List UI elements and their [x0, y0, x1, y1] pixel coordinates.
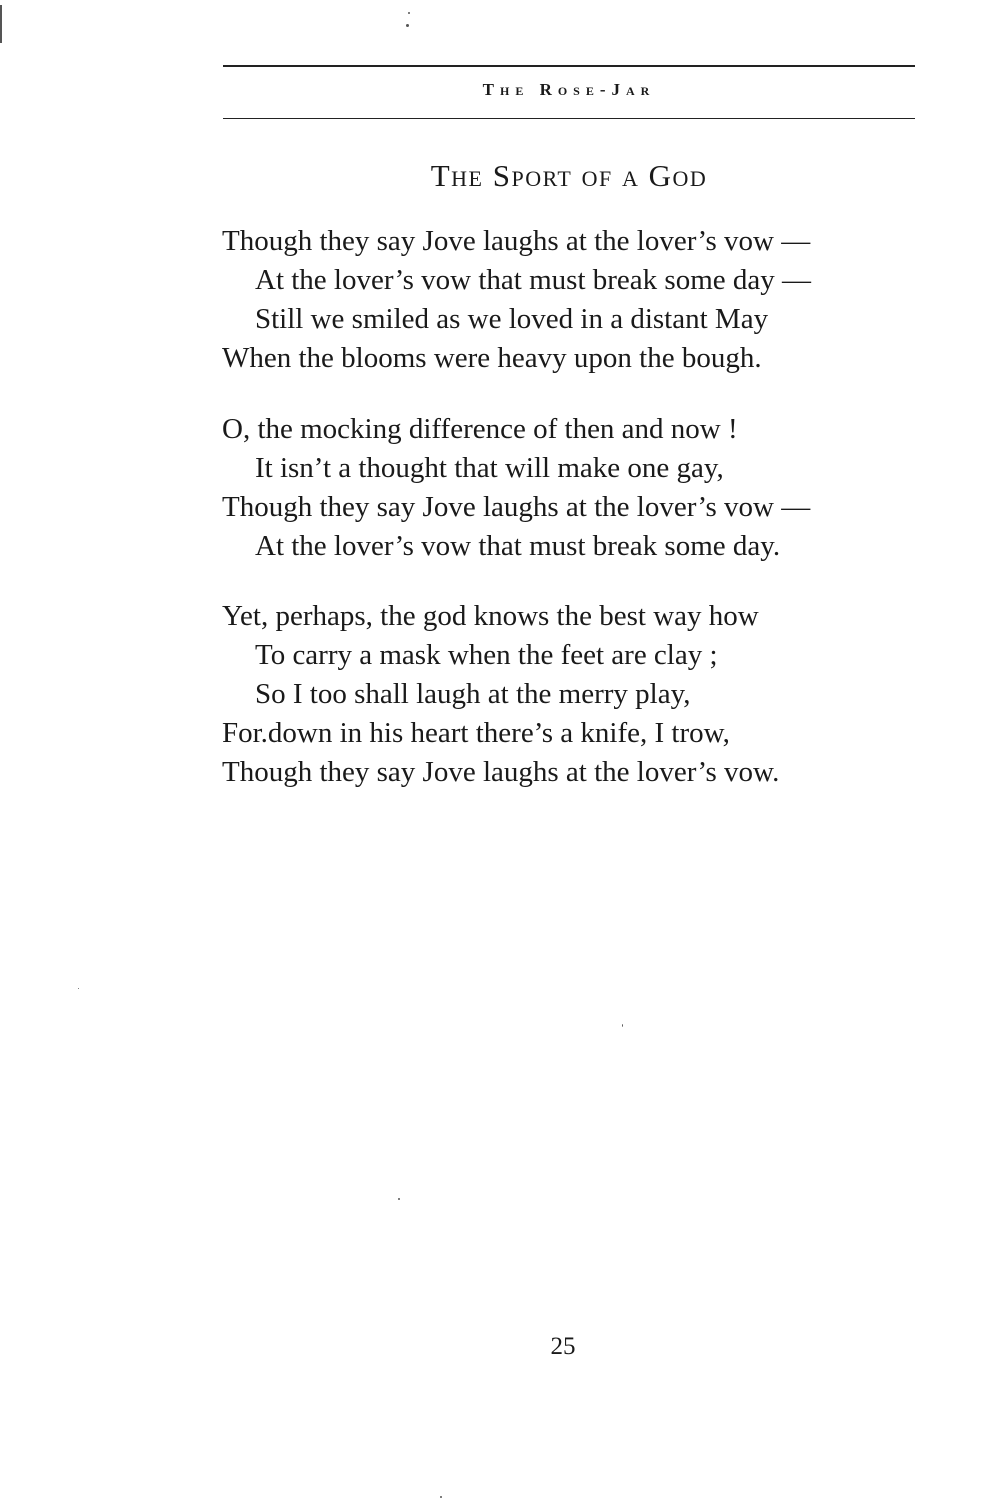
stanza-1 [222, 222, 942, 378]
poem-line: Yet, perhaps, the god knows the best way how [222, 600, 759, 632]
poem-line: To carry a mask when the feet are clay ; [255, 639, 718, 671]
poem-line: O, the mocking difference of then and now ! [222, 413, 738, 445]
scan-speck [398, 1198, 400, 1200]
poem-line: At the lover’s vow that must break some day — [255, 264, 811, 296]
page-number: 25 [550, 1333, 576, 1360]
poem-line: When the blooms were heavy upon the bough. [222, 342, 762, 374]
header-rule-bottom [223, 118, 915, 119]
stanza-2 [222, 410, 942, 566]
scan-speck [78, 988, 79, 989]
scan-speck [406, 24, 409, 27]
scan-speck [0, 5, 2, 43]
poem-line: Though they say Jove laughs at the lover’s vow. [222, 756, 780, 788]
poem-line: It isn’t a thought that will make one gay, [255, 452, 724, 484]
scan-speck [408, 12, 410, 14]
running-head: The Rose-Jar [482, 80, 656, 99]
poem-line: For.down in his heart there’s a knife, I trow, [222, 717, 730, 749]
poem-line: Still we smiled as we loved in a distant May [255, 303, 769, 335]
scan-speck [622, 1024, 623, 1027]
poem-line: Though they say Jove laughs at the lover’s vow — [222, 491, 811, 523]
poem-line: So I too shall laugh at the merry play, [255, 678, 691, 710]
header-rule-top [223, 65, 915, 67]
stanza-3 [222, 597, 942, 792]
poem-line: At the lover’s vow that must break some day. [255, 530, 781, 562]
poem-line: Though they say Jove laughs at the lover’s vow — [222, 225, 811, 257]
scan-speck [440, 1496, 442, 1498]
poem-title: The Sport of a God [430, 158, 708, 193]
